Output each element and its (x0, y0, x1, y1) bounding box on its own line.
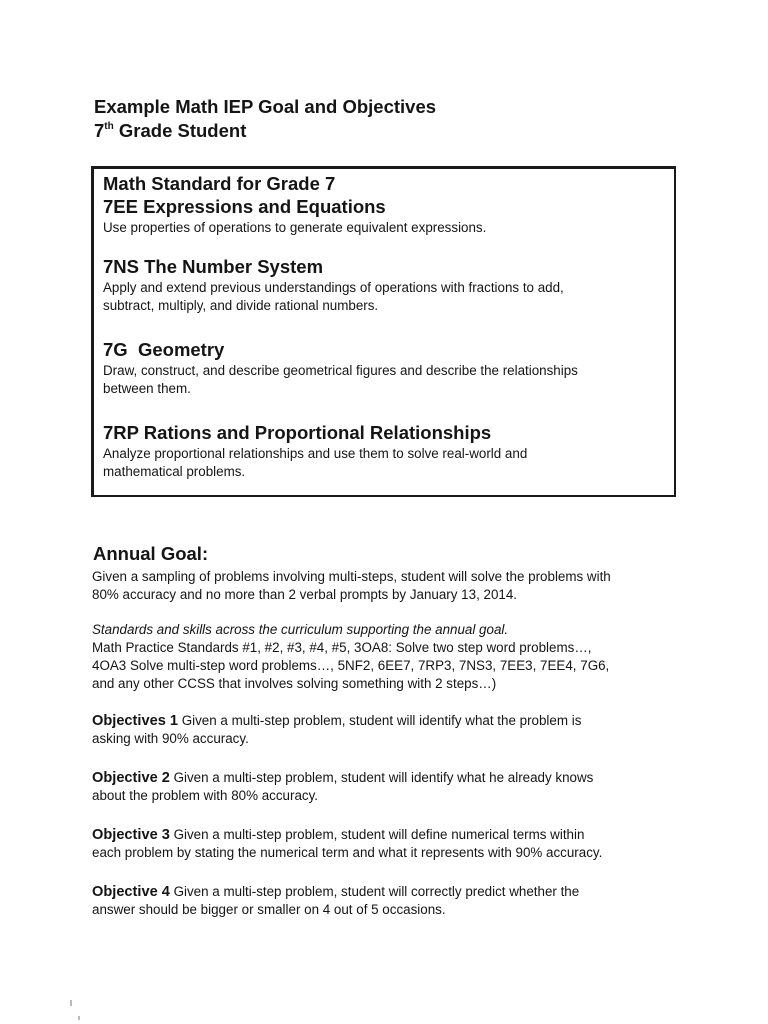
standards-note-italic: Standards and skills across the curriculum supporting the annual goal. (92, 622, 509, 637)
title-line-2-rest: Grade Student (113, 120, 247, 141)
objective-2: Objective 2 Given a multi-step problem, student will identify what he already knows about the problem with 80% accuracy. (92, 770, 594, 803)
objective-4-label: Objective 4 (92, 884, 170, 900)
annual-goal-heading: Annual Goal: (93, 543, 209, 564)
objective-1: Objectives 1 Given a multi-step problem, student will identify what the problem is asking with 90% accuracy. (92, 713, 582, 746)
objective-3: Objective 3 Given a multi-step problem, student will define numerical terms within each problem by stating the numerical term and what it represents with 90% accuracy. (92, 827, 603, 860)
title-grade-number: 7 (94, 120, 105, 141)
annual-goal-text: Given a sampling of problems involving multi-steps, student will solve the problems with 80% accuracy and no more than 2 verbal prompts by January 13, 2014. (92, 569, 611, 602)
standard-7g-text: Draw, construct, and describe geometrical figures and describe the relationships between them. (103, 363, 578, 396)
document-title (94, 95, 436, 143)
standards-box-heading: Math Standard for Grade 7 (103, 173, 336, 194)
standard-7ee-heading: 7EE Expressions and Equations (103, 196, 386, 217)
standard-7g-heading: 7G Geometry (103, 339, 225, 360)
standard-7ee-text: Use properties of operations to generate equivalent expressions. (103, 220, 487, 235)
standard-7ns-text: Apply and extend previous understandings of operations with fractions to add, subtract, multiply, and divide rational numbers. (103, 280, 564, 313)
objective-3-label: Objective 3 (92, 827, 170, 843)
objective-4: Objective 4 Given a multi-step problem, student will correctly predict whether the answer should be bigger or smaller on 4 out of 5 occasions. (92, 884, 580, 917)
objective-1-label: Objectives 1 (92, 713, 178, 729)
title-line-1: Example Math IEP Goal and Objectives (94, 96, 437, 117)
standard-7rp-text: Analyze proportional relationships and use them to solve real-world and mathematical problems. (103, 446, 528, 479)
standard-7rp-heading: 7RP Rations and Proportional Relationships (103, 422, 492, 443)
scan-speck (78, 1016, 80, 1020)
standards-note: Standards and skills across the curriculum supporting the annual goal. Math Practice Standards #1, #2, #3, #4, #5, 3OA8: Solve two step word problems…, 4OA3 Solve multi-step word problems…, 5NF2, 6EE7, 7RP3, 7NS3, 7EE3, 7EE4, 7G6, and any other CCSS that involves solving something with 2 steps…) (92, 622, 610, 691)
standard-7ns-heading: 7NS The Number System (103, 256, 324, 277)
scan-speck (70, 1000, 72, 1006)
title-grade-suffix: th (104, 120, 114, 132)
objective-2-label: Objective 2 (92, 770, 170, 786)
